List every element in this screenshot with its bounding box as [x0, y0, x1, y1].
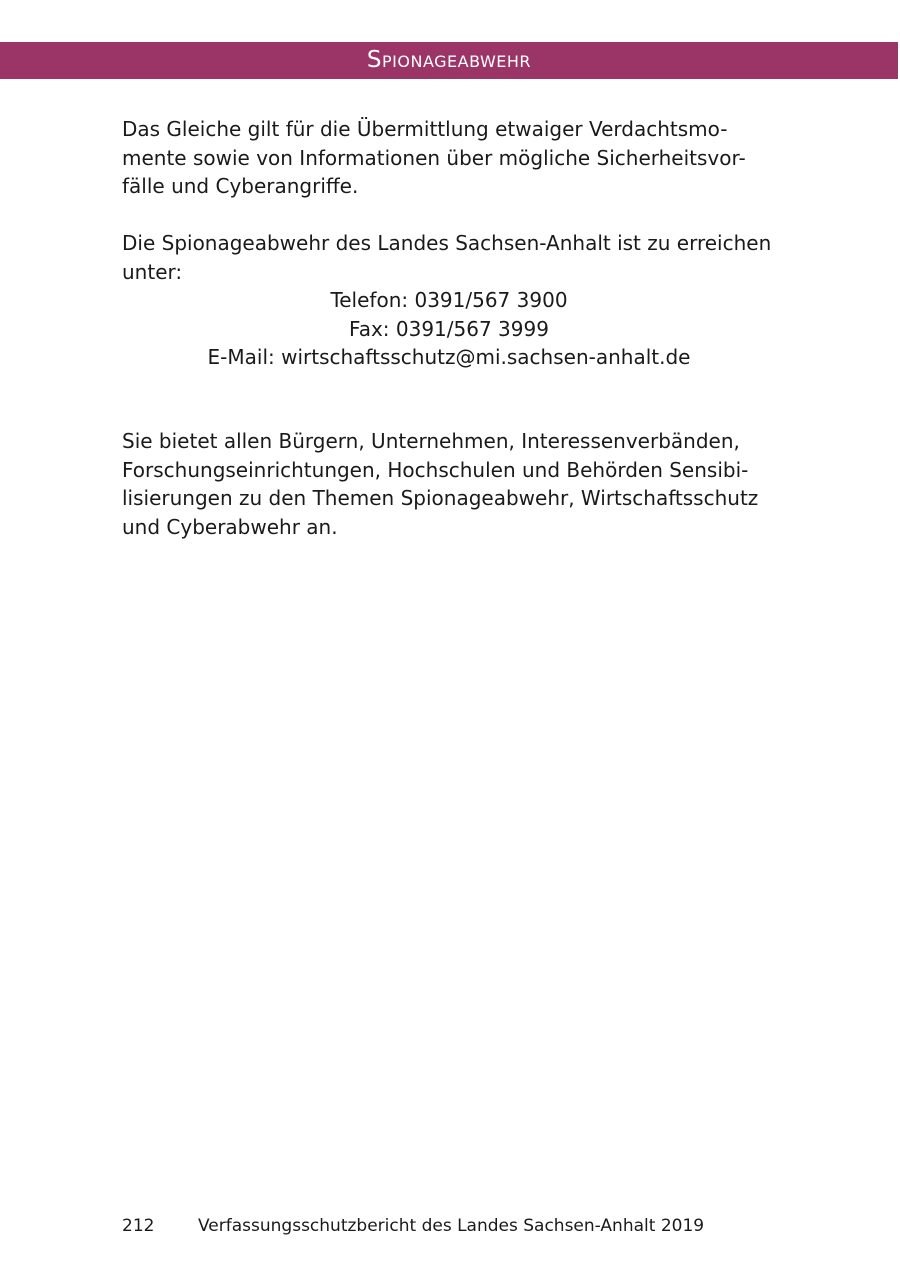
contact-block: [122, 286, 776, 372]
paragraph-line: Sie bietet allen Bürgern, Unternehmen, Interessenverbänden,: [122, 429, 740, 453]
paragraph-line: mente sowie von Informationen über mögliche Sicherheitsvor-: [122, 145, 746, 170]
contact-phone: Telefon: 0391/567 3900: [330, 288, 568, 312]
paragraph-transmission-of-suspicions: [122, 115, 802, 201]
paragraph-line: Die Spionageabwehr des Landes Sachsen-Anhalt ist zu erreichen: [122, 231, 772, 255]
page-number: 212: [122, 1216, 155, 1236]
section-header-band: [0, 42, 898, 79]
running-footer-title: Verfassungsschutzbericht des Landes Sachsen-Anhalt 2019: [198, 1216, 705, 1236]
contact-fax: Fax: 0391/567 3999: [349, 316, 549, 341]
paragraph-contact-intro: [122, 229, 802, 286]
paragraph-line: unter:: [122, 259, 183, 284]
paragraph-line: Das Gleiche gilt für die Übermittlung etwaiger Verdachtsmo-: [122, 117, 728, 141]
section-title: Spionageabwehr: [366, 47, 532, 73]
paragraph-line: Forschungseinrichtungen, Hochschulen und Behörden Sensibi-: [122, 457, 749, 482]
paragraph-line: und Cyberabwehr an.: [122, 514, 338, 539]
contact-email: E-Mail: wirtschaftsschutz@mi.sachsen-anhalt.de: [207, 345, 691, 369]
paragraph-services-offered: [122, 427, 802, 541]
paragraph-line: lisierungen zu den Themen Spionageabwehr, Wirtschaftsschutz: [122, 486, 759, 510]
paragraph-line: fälle und Cyberangriffe.: [122, 174, 359, 198]
